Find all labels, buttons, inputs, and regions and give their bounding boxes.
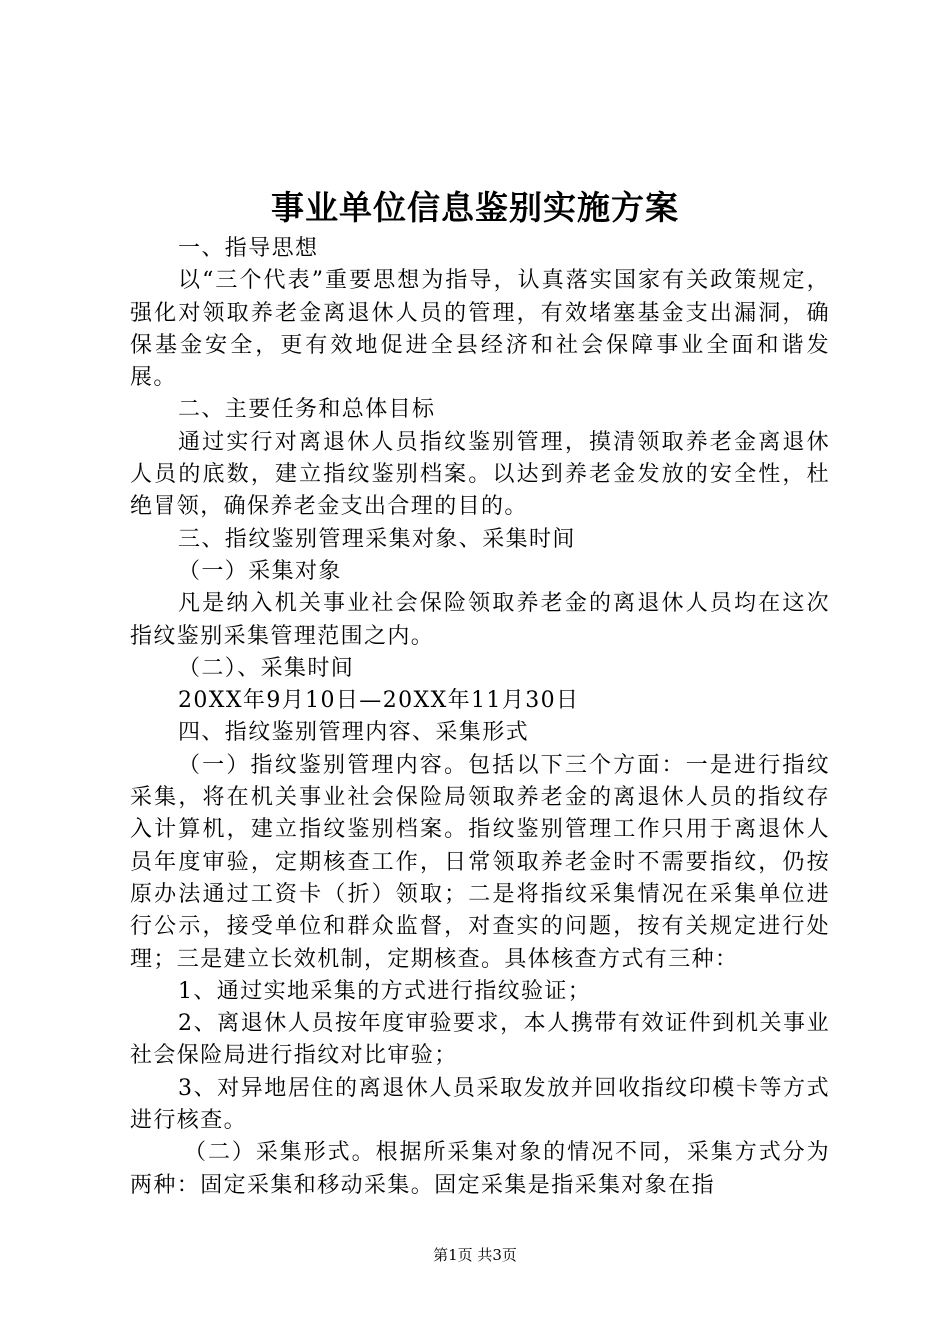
- paragraph: 凡是纳入机关事业社会保险领取养老金的离退休人员均在这次指纹鉴别采集管理范围之内。: [130, 591, 830, 649]
- section-heading-4: 四、指纹鉴别管理内容、采集形式: [178, 720, 530, 746]
- page-footer: 第1页 共3页: [433, 1246, 517, 1264]
- paragraph: （一）指纹鉴别管理内容。包括以下三个方面：一是进行指纹采集，将在机关事业社会保险局领取养老金的离退休人员的指纹存入计算机，建立指纹鉴别档案。指纹鉴别管理工作只用于离退休人员年度审验，定期核查工作，日常领取养老金时不需要指纹，仍按原办法通过工资卡（折）领取；二是将指纹采集情况在采集单位进行公示，接受单位和群众监督，对查实的问题，按有关规定进行处理；三是建立长效机制，定期核查。具体核查方式有三种：: [130, 752, 830, 972]
- document-title: 事业单位信息鉴别实施方案: [271, 188, 679, 227]
- list-item: 3、对异地居住的离退休人员采取发放并回收指纹印模卡等方式进行核查。: [130, 1075, 830, 1134]
- section-heading-1: 一、指导思想: [178, 236, 319, 261]
- paragraph: （二）采集形式。根据所采集对象的情况不同，采集方式分为两种：固定采集和移动采集。固定采集是指采集对象在指: [130, 1140, 830, 1198]
- subsection-heading: （一）采集对象: [178, 558, 342, 584]
- section-heading-2: 二、主要任务和总体目标: [178, 397, 436, 423]
- subsection-heading: （二）、采集时间: [178, 655, 355, 681]
- section-heading-3: 三、指纹鉴别管理采集对象、采集时间: [178, 526, 576, 552]
- paragraph: 通过实行对离退休人员指纹鉴别管理，摸清领取养老金离退休人员的底数，建立指纹鉴别档案。以达到养老金发放的安全性，杜绝冒领，确保养老金支出合理的目的。: [130, 429, 830, 520]
- list-item: 2、离退休人员按年度审验要求，本人携带有效证件到机关事业社会保险局进行指纹对比审验；: [130, 1011, 830, 1069]
- list-item: 1、通过实地采集的方式进行指纹验证；: [178, 978, 592, 1004]
- date-range: 20XX年9月10日—20XX年11月30日: [178, 688, 580, 714]
- paragraph: 以“三个代表”重要思想为指导，认真落实国家有关政策规定，强化对领取养老金离退休人员的管理，有效堵塞基金支出漏洞，确保基金安全，更有效地促进全县经济和社会保障事业全面和谐发展。: [130, 268, 830, 391]
- document-body: [130, 233, 830, 1202]
